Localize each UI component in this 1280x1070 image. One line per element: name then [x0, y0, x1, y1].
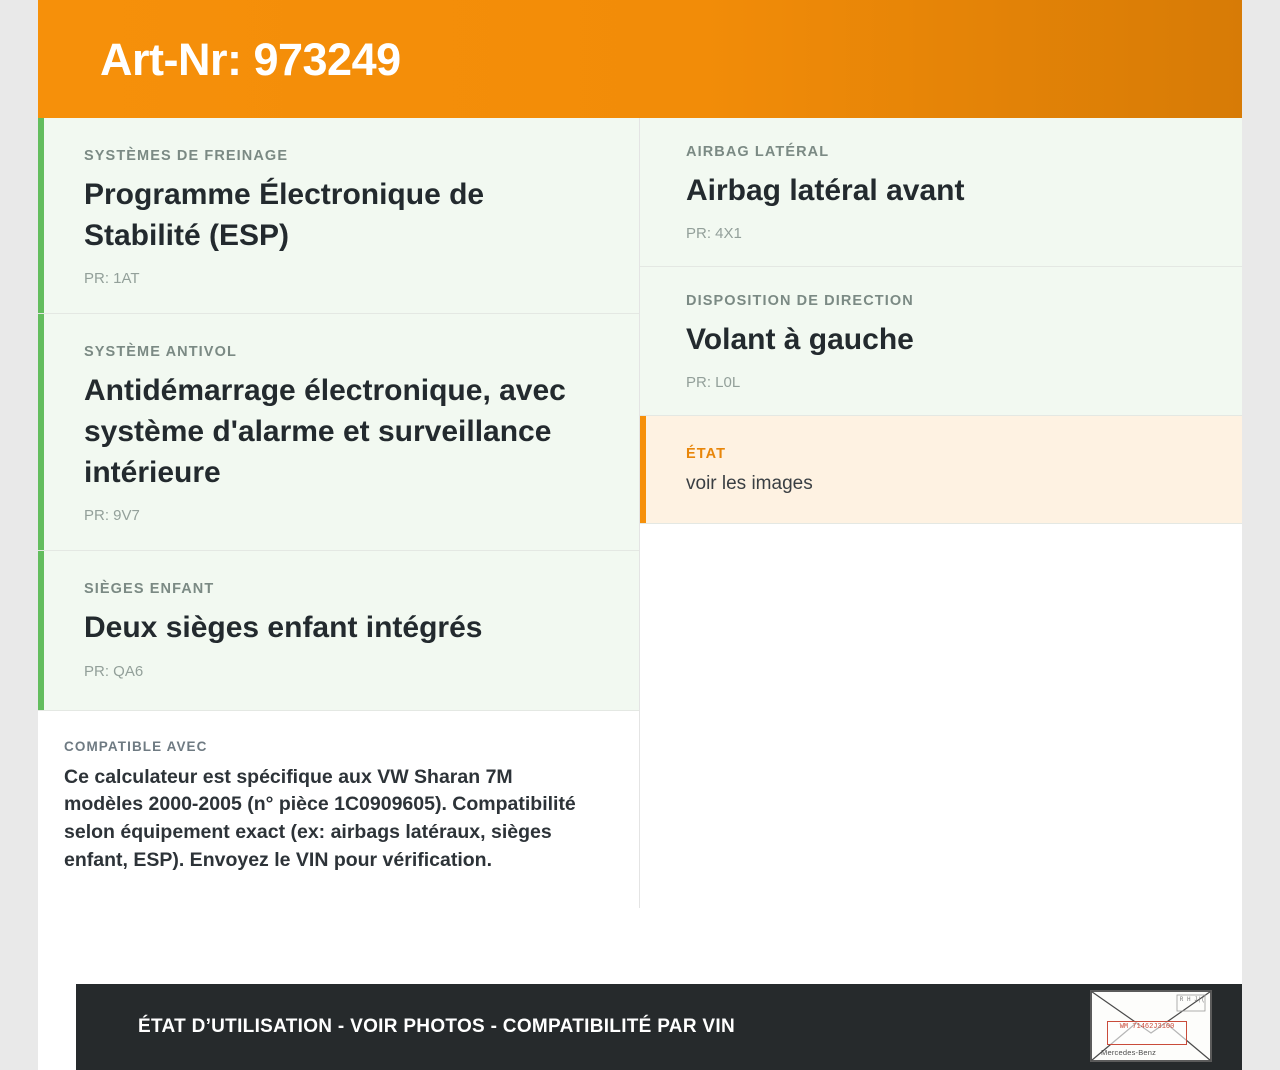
spec-value: Volant à gauche — [686, 323, 914, 357]
spec-card-side-airbag — [640, 118, 1242, 267]
spec-value: Deux sièges enfant intégrés — [84, 611, 483, 645]
spec-card-child-seats — [38, 551, 639, 710]
spec-label: DISPOSITION DE DIRECTION — [686, 293, 914, 310]
footer-note: ÉTAT D’UTILISATION - VOIR PHOTOS - COMPATIBILITÉ PAR VIN — [138, 1016, 735, 1037]
spec-value: Airbag latéral avant — [686, 174, 965, 207]
compatibility-block — [38, 711, 639, 909]
spec-pr-code: PR: 9V7 — [84, 507, 140, 525]
spec-label: SYSTÈMES DE FREINAGE — [84, 148, 289, 164]
right-column — [640, 118, 1242, 524]
spec-card-condition — [640, 416, 1242, 524]
compatibility-label: COMPATIBLE AVEC — [64, 738, 208, 754]
stamp-brand-text: Mercedes-Benz — [1101, 1048, 1157, 1057]
spec-value: Antidémarrage électronique, avec système d'alarme et surveillance intérieure — [84, 374, 566, 490]
spec-card-antitheft — [38, 314, 639, 551]
stamp-small-text: R H J|( — [1179, 996, 1205, 1003]
spec-label: SYSTÈME ANTIVOL — [84, 344, 237, 361]
spec-card-steering — [640, 267, 1242, 416]
page-title: Art-Nr: 973249 — [100, 33, 401, 85]
footer-bar — [76, 984, 1242, 1070]
spec-pr-code: PR: 1AT — [84, 270, 140, 288]
condition-label: ÉTAT — [686, 446, 727, 463]
spec-label: SIÈGES ENFANT — [84, 581, 215, 598]
spec-label: AIRBAG LATÉRAL — [686, 144, 830, 160]
stamp-code: WM 71462J3100 — [1107, 1021, 1187, 1045]
envelope-stamp-image — [1090, 990, 1212, 1062]
spec-pr-code: PR: L0L — [686, 374, 741, 392]
spec-card-braking — [38, 118, 639, 314]
condition-value: voir les images — [686, 473, 813, 495]
header-banner — [38, 0, 1242, 118]
spec-value: Programme Électronique de Stabilité (ESP) — [84, 178, 485, 253]
spec-sheet — [38, 0, 1242, 1070]
spec-pr-code: PR: 4X1 — [686, 225, 742, 243]
compatibility-text: Ce calculateur est spécifique aux VW Sharan 7M modèles 2000-2005 (n° pièce 1C0909605). Compatibilité selon équipement exact (ex: airbags latéraux, sièges enfant, ESP). Envoyez le VIN pour vérification. — [64, 765, 576, 871]
spec-body — [38, 118, 1242, 908]
left-column — [38, 118, 640, 908]
spec-pr-code: PR: QA6 — [84, 662, 144, 680]
